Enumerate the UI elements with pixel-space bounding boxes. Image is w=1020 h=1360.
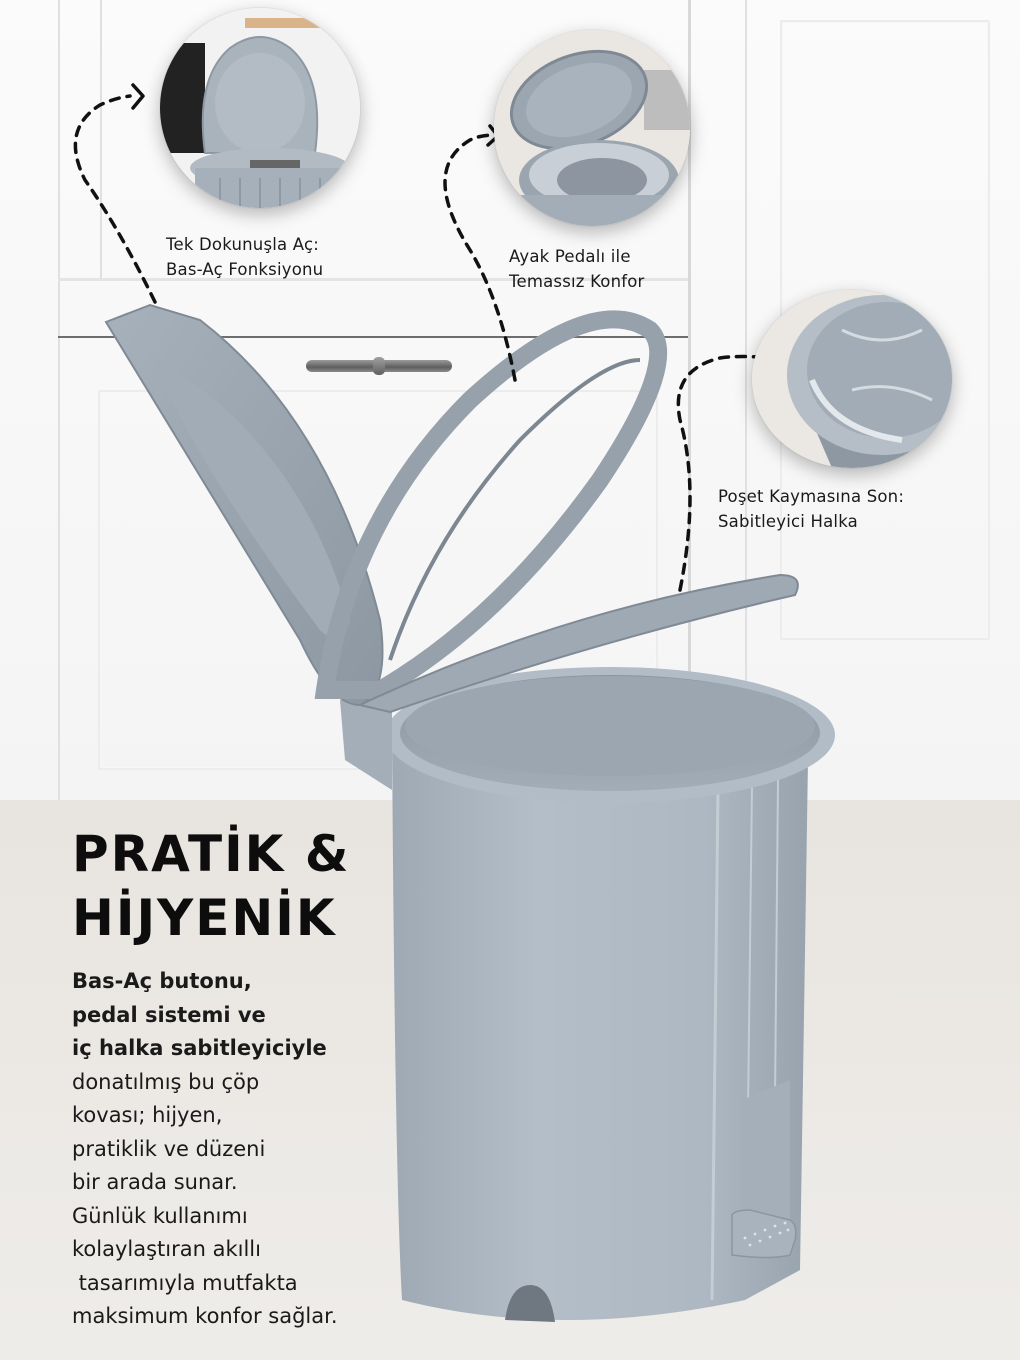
headline-line-2: HİJYENİK bbox=[72, 889, 337, 947]
bag-fixing-ring-closeup bbox=[752, 290, 952, 468]
callout-label-line: Ayak Pedalı ile bbox=[509, 247, 631, 266]
description-bold-line: Bas-Aç butonu, bbox=[72, 969, 252, 993]
description-bold-line: iç halka sabitleyiciyle bbox=[72, 1036, 327, 1060]
push-open-lid-closeup bbox=[160, 8, 360, 208]
headline bbox=[72, 822, 350, 950]
description-line: maksimum konfor sağlar. bbox=[72, 1304, 338, 1328]
description-line: kovası; hijyen, bbox=[72, 1103, 223, 1127]
callout-label-line: Bas-Aç Fonksiyonu bbox=[166, 260, 324, 279]
callout-image-foot-pedal bbox=[494, 30, 690, 226]
description-line: bir arada sunar. bbox=[72, 1170, 238, 1194]
bin-with-liner-closeup bbox=[494, 30, 690, 226]
cabinet-edge bbox=[100, 0, 102, 280]
description-line: pratiklik ve düzeni bbox=[72, 1136, 266, 1161]
cabinet-edge bbox=[58, 0, 60, 800]
description-bold-line: pedal sistemi ve bbox=[72, 1002, 266, 1027]
callout-label-bag-holder bbox=[718, 484, 904, 534]
callout-label-line: Temassız Konfor bbox=[509, 272, 645, 291]
cabinet-door-panel bbox=[98, 390, 658, 770]
description-line: Günlük kullanımı bbox=[72, 1203, 248, 1228]
drawer-edge bbox=[58, 336, 688, 338]
callout-image-bag-holder bbox=[752, 290, 952, 468]
cabinet-edge bbox=[745, 0, 747, 800]
description-line: donatılmış bu çöp bbox=[72, 1069, 260, 1094]
drawer-handle bbox=[306, 360, 452, 372]
callout-label-push-open bbox=[166, 232, 323, 282]
callout-image-push-open bbox=[160, 8, 360, 208]
product-description bbox=[72, 965, 412, 1334]
headline-line-1: PRATİK & bbox=[72, 825, 351, 883]
description-line: tasarımıyla mutfakta bbox=[72, 1270, 298, 1295]
callout-label-line: Sabitleyici Halka bbox=[718, 512, 858, 531]
description-line: kolaylaştıran akıllı bbox=[72, 1237, 261, 1261]
callout-label-line: Poşet Kaymasına Son: bbox=[718, 487, 905, 506]
callout-label-line: Tek Dokunuşla Aç: bbox=[166, 235, 320, 254]
callout-label-foot-pedal bbox=[509, 244, 645, 294]
